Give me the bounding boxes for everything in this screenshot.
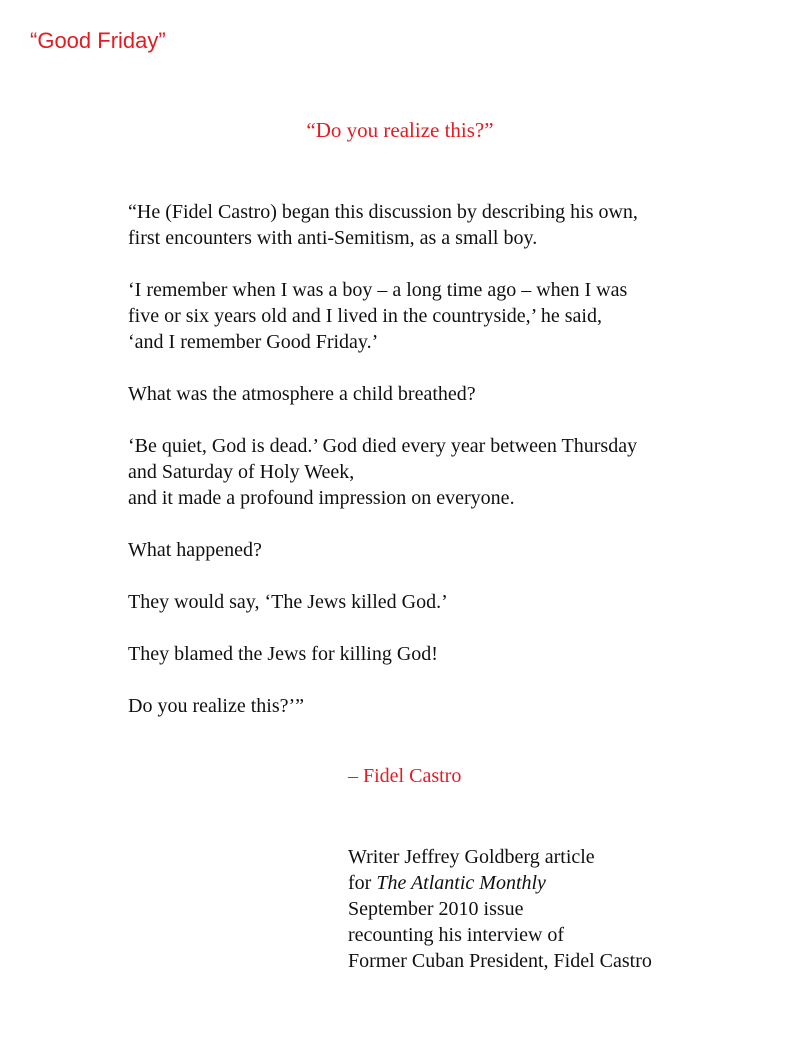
quote-line: What happened? [128,539,262,561]
quote-attribution: – Fidel Castro [348,765,462,787]
quote-paragraph [128,277,768,355]
quote-paragraph [128,537,768,563]
quote-line: ‘and I remember Good Friday.’ [128,331,379,353]
source-line-prefix: for [348,872,377,894]
quote-heading: “Do you realize this?” [306,118,494,142]
quote-line: and Saturday of Holy Week, [128,461,355,483]
quote-line: Do you realize this?’” [128,695,305,717]
source-line: recounting his interview of [348,924,565,946]
page-header-title: “Good Friday” [30,28,166,53]
quote-line: They blamed the Jews for killing God! [128,643,438,665]
quote-paragraph [128,381,768,407]
publication-title: The Atlantic Monthly [376,872,546,894]
source-line: Writer Jeffrey Goldberg article [348,846,595,868]
quote-block [128,199,768,745]
quote-paragraph [128,641,768,667]
quote-paragraph [128,199,768,251]
quote-line: and it made a profound impression on everyone. [128,487,515,509]
quote-line: five or six years old and I lived in the countryside,’ he said, [128,305,602,327]
quote-line: ‘I remember when I was a boy – a long time ago – when I was [128,279,628,301]
quote-line: They would say, ‘The Jews killed God.’ [128,591,448,613]
source-line [348,870,652,896]
quote-line: What was the atmosphere a child breathed? [128,383,476,405]
source-line: Former Cuban President, Fidel Castro [348,950,652,972]
quote-paragraph [128,433,768,511]
quote-line: “He (Fidel Castro) began this discussion by describing his own, [128,201,638,223]
source-line: September 2010 issue [348,898,524,920]
quote-line: ‘Be quiet, God is dead.’ God died every year between Thursday [128,435,638,457]
source-citation [348,844,652,974]
quote-paragraph [128,693,768,719]
quote-paragraph [128,589,768,615]
quote-line: first encounters with anti-Semitism, as a small boy. [128,227,538,249]
